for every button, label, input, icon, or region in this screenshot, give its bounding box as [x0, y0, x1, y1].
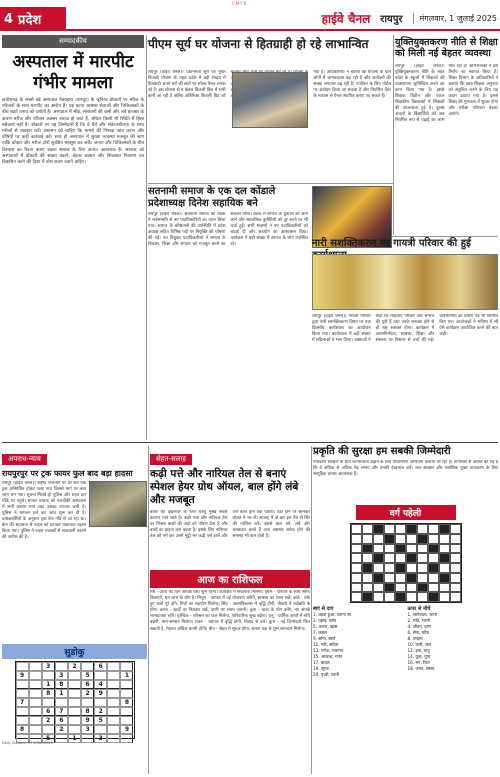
sudoku-cell[interactable]: 8	[120, 698, 133, 707]
column-divider	[311, 446, 312, 774]
crossword-cell[interactable]	[406, 583, 417, 593]
horoscope-body: मेष - आज का दिन आपके लिए शुभ रहेगा। कार्यक्षेत्र में सफलता मिलेगी। वृषभ - परिवार के साथ समय बिताएंगे, धन लाभ के योग हैं। मिथुन - व्यापार में नई योजनाएं बनेंगी, स्वास्थ्य का ध्यान रखें। कर्क - रुके हुए कार्य पूरे होंगे, मित्रों का सहयोग मिलेगा। सिंह - आत्मविश्वास में वृद्धि होगी, नौकरी में पदोन्नति के योग। कन्या - खर्चों पर नियंत्रण रखें, वाणी पर संयम जरूरी। तुला - यात्रा के योग बनेंगे, नए संपर्क लाभदायक रहेंगे। वृश्चिक - परिश्रम का फल मिलेगा, पारिवारिक सुख बढ़ेगा। धनु - धार्मिक कार्यों में रुचि बढ़ेगी, मान-सम्मान मिलेगा। मकर - व्यापार में वृद्धि होगी, विवाद से बचें। कुंभ - नई जिम्मेदारी मिल सकती है, मेहनत अधिक करनी होगी। मीन - सेहत में सुधार होगा, संतान पक्ष से शुभ समाचार मिलेगा।	[150, 590, 310, 632]
sudoku-cell[interactable]: 2	[42, 716, 55, 725]
sudoku-cell[interactable]	[107, 716, 120, 725]
crossword-cell[interactable]	[384, 563, 395, 573]
lead-body: रायपुर (हाईवे चैनल)। प्रधानमंत्री सूर्य घर मुफ्त बिजली योजना के तहत प्रदेश में बड़ी संख्या में हितग्राही अपने घरों की छतों पर सोलर पैनल लगवा रहे हैं। इस योजना से न केवल बिजली बिल में भारी कमी आ रही है बल्कि अतिरिक्त बिजली ग्रिड को गया है। अधिकारियों ने बताया कि योजना के प्रति लोगों में जागरूकता बढ़ रही है और आवेदनों की संख्या लगातार बढ़ रही है। पंजीयन के लिए पोर्टल पर आवेदन किया जा सकता है और निर्धारित वेंडर के माध्यम से पैनल स्थापित कराए जा सकते हैं।	[148, 70, 391, 99]
column-divider	[146, 35, 147, 440]
crossword-section	[313, 505, 498, 678]
crossword-clue: 7. कमल	[313, 630, 327, 635]
sudoku-cell[interactable]: 1	[68, 734, 81, 743]
crossword-cell[interactable]	[439, 524, 450, 534]
crossword-cell[interactable]	[428, 592, 439, 602]
crossword-cell[interactable]	[406, 592, 417, 602]
row-divider	[148, 183, 393, 184]
clues-down-heading: ऊपर से नीचे	[407, 606, 431, 612]
crossword-cell[interactable]	[439, 563, 450, 573]
crossword-cell[interactable]	[395, 553, 406, 563]
page-number: 4	[4, 11, 14, 27]
sudoku-cell[interactable]: 6	[94, 662, 107, 671]
crossword-clues	[313, 606, 498, 678]
crossword-clue: 16. मन, चित्त	[407, 660, 430, 665]
crossword-clue: 12. हवा, वायु	[407, 648, 430, 653]
sudoku-cell[interactable]	[29, 671, 42, 680]
sudoku-cell[interactable]: 2	[94, 707, 107, 716]
sudoku-cell[interactable]: 8	[42, 689, 55, 698]
crossword-cell[interactable]	[351, 534, 362, 544]
crossword-clue: 2. रात्रि, रजनी	[407, 618, 430, 623]
crossword-cell[interactable]	[384, 524, 395, 534]
crossword-cell[interactable]	[428, 534, 439, 544]
clues-across-heading: बाएं से दाएं	[313, 606, 334, 612]
crossword-cell[interactable]	[384, 583, 395, 593]
crossword-clue: 10. पानी, जल	[407, 642, 431, 647]
education-headline: युक्तियुक्तकरण नीति से शिक्षा को मिली नई बेहतर व्यवस्था	[395, 37, 498, 59]
sudoku-grid[interactable]	[15, 661, 135, 742]
sudoku-cell[interactable]	[107, 689, 120, 698]
crossword-cell[interactable]	[406, 563, 417, 573]
sudoku-cell[interactable]	[55, 662, 68, 671]
sudoku-cell[interactable]: 9	[16, 671, 29, 680]
sudoku-cell[interactable]: 5	[42, 734, 55, 743]
crossword-cell[interactable]	[395, 592, 406, 602]
nature-headline: प्रकृति की सुरक्षा हम सबकी जिम्मेदारी	[313, 446, 451, 457]
cmyk-marker: CMYK	[232, 1, 248, 6]
nature-section	[313, 446, 498, 504]
sudoku-cell[interactable]: 1	[120, 671, 133, 680]
sudoku-cell[interactable]	[120, 680, 133, 689]
crossword-cell[interactable]	[373, 553, 384, 563]
sudoku-cell[interactable]: 9	[120, 725, 133, 734]
crossword-cell[interactable]	[406, 534, 417, 544]
sudoku-cell[interactable]: 2	[55, 725, 68, 734]
sudoku-cell[interactable]: 3	[55, 671, 68, 680]
crossword-cell[interactable]	[406, 544, 417, 554]
sudoku-cell[interactable]	[29, 689, 42, 698]
sudoku-cell[interactable]	[107, 698, 120, 707]
sudoku-cell[interactable]: 5	[81, 671, 94, 680]
sudoku-cell[interactable]	[29, 680, 42, 689]
editorial-tag: सम्पादकीय	[2, 35, 144, 48]
crossword-cell[interactable]	[406, 573, 417, 583]
horoscope-title: आज का राशिफल	[150, 570, 310, 588]
crossword-cell[interactable]	[384, 553, 395, 563]
crossword-title: वर्ग पहेली	[356, 505, 456, 520]
sudoku-cell[interactable]: 6	[55, 716, 68, 725]
workshop-photo	[312, 254, 498, 310]
sudoku-cell[interactable]	[16, 716, 29, 725]
workshop-body: रायपुर (हाईवे चैनल)। गायत्री परिवार द्वारा नारी सशक्तिकरण विषय पर एक दिवसीय कार्यशाला का आयोजन किया गया। कार्यशाला में बड़ी संख्या में महिलाओं ने भाग लिया। वक्ताओं ने कहा कि महिलाएं परिवार और समाज की धुरी हैं तथा उनके सशक्त होने से ही राष्ट्र सशक्त होगा। कार्यक्रम में आत्मनिर्भरता, स्वास्थ्य, शिक्षा और संस्कार पर विस्तार से चर्चा की गई। प्रतिभागियों को प्रमाण पत्र भी वितरित किए गए। आयोजकों ने भविष्य में भी ऐसे कार्यक्रम आयोजित करने की बात कही।	[312, 314, 498, 343]
crossword-cell[interactable]	[373, 573, 384, 583]
sudoku-cell[interactable]	[107, 680, 120, 689]
sudoku-cell[interactable]	[94, 671, 107, 680]
sudoku-cell[interactable]: 2	[81, 689, 94, 698]
sudoku-cell[interactable]	[81, 698, 94, 707]
sudoku-cell[interactable]	[107, 671, 120, 680]
crossword-cell[interactable]	[439, 583, 450, 593]
samaj-headline: सतनामी समाज के एक दल कोंडाले प्रदेशाध्यक्ष दिनेश सहायिक बने	[148, 186, 276, 209]
crossword-cell[interactable]	[417, 583, 428, 593]
sudoku-cell[interactable]	[55, 698, 68, 707]
sudoku-cell[interactable]	[16, 680, 29, 689]
sudoku-cell[interactable]	[16, 662, 29, 671]
crossword-clue: 1. उड़ता हुआ, चलना सा	[313, 612, 351, 617]
crossword-cell[interactable]	[373, 544, 384, 554]
crossword-cell[interactable]	[428, 573, 439, 583]
nature-body: पर्यावरण संरक्षण के प्रति जागरूकता बढ़ाने के लिए पौधारोपण अभियान चलाया जा रहा है। नागरिकों से अपील की गई है कि वे अधिक से अधिक पेड़ लगाएं और उनकी देखभाल करें। जल संरक्षण और प्लास्टिक मुक्त वातावरण के लिए सामूहिक प्रयास आवश्यक हैं।	[313, 460, 498, 477]
sudoku-cell[interactable]: 9	[81, 716, 94, 725]
crossword-cell[interactable]	[417, 524, 428, 534]
crossword-cell[interactable]	[417, 573, 428, 583]
crossword-clue: 17. बादल	[313, 660, 330, 665]
crossword-cell[interactable]	[439, 544, 450, 554]
sudoku-cell[interactable]: 1	[42, 680, 55, 689]
issue-date: मंगलवार, 1 जुलाई 2025	[413, 13, 498, 24]
sudoku-cell[interactable]	[68, 671, 81, 680]
crossword-cell[interactable]	[428, 563, 439, 573]
samaj-body: रायपुर (हाईवे चैनल)। सतनामी समाज की बैठक में सर्वसम्मति से नए पदाधिकारियों का चयन किया गया। समाज के वरिष्ठजनों की उपस्थिति में प्रदेश अध्यक्ष सहित विभिन्न पदों पर नियुक्ति की घोषणा की गई। नव नियुक्त पदाधिकारियों ने समाज के विकास, शिक्षा और संगठन को मजबूत करने का संकल्प लिया। बैठक में समाज के युवाओं को आगे लाने और सामाजिक कुरीतियों को दूर करने पर भी चर्चा हुई। सभी सदस्यों ने नए पदाधिकारियों को बधाई दी और सहयोग का आश्वासन दिया। कार्यक्रम में बड़ी संख्या में समाज के लोग उपस्थित रहे।	[148, 212, 308, 247]
crossword-cell[interactable]	[351, 544, 362, 554]
sudoku-cell[interactable]	[120, 734, 133, 743]
crossword-cell[interactable]	[384, 534, 395, 544]
clues-down	[408, 606, 499, 678]
crossword-cell[interactable]	[351, 583, 362, 593]
sudoku-cell[interactable]	[81, 662, 94, 671]
sudoku-cell[interactable]: 9	[94, 689, 107, 698]
sudoku-cell[interactable]	[120, 662, 133, 671]
sudoku-cell[interactable]	[120, 689, 133, 698]
sudoku-cell[interactable]	[29, 698, 42, 707]
crossword-clue: 20. पृथ्वी, धरती	[313, 672, 339, 677]
crossword-cell[interactable]	[395, 544, 406, 554]
crossword-cell[interactable]	[384, 573, 395, 583]
crossword-cell[interactable]	[362, 563, 373, 573]
crossword-cell[interactable]	[362, 553, 373, 563]
horoscope-section	[150, 570, 310, 742]
crossword-clue: 6. सेना, फौज	[407, 630, 430, 635]
sudoku-cell[interactable]: 4	[94, 680, 107, 689]
crossword-cell[interactable]	[373, 583, 384, 593]
crossword-cell[interactable]	[450, 592, 461, 602]
crossword-cell[interactable]	[362, 592, 373, 602]
crossword-cell[interactable]	[351, 553, 362, 563]
city-name: रायपुर	[380, 14, 403, 25]
crossword-clue: 1. जानेवाला, जाना	[407, 612, 437, 617]
sudoku-cell[interactable]: 8	[55, 680, 68, 689]
sudoku-cell[interactable]	[55, 734, 68, 743]
sudoku-cell[interactable]: 8	[16, 725, 29, 734]
sudoku-cell[interactable]	[42, 698, 55, 707]
crossword-clue: 15. आकाश, गगन	[313, 654, 343, 659]
sudoku-cell[interactable]	[68, 707, 81, 716]
crossword-cell[interactable]	[439, 592, 450, 602]
crime-tag: अपराध-न्याय	[2, 454, 47, 465]
crossword-cell[interactable]	[450, 544, 461, 554]
health-tag: सेहत-सलाह	[150, 454, 192, 465]
crossword-cell[interactable]	[351, 573, 362, 583]
crossword-clue: 8. चन्द्रमा	[407, 636, 423, 641]
crossword-cell[interactable]	[428, 524, 439, 534]
crossword-cell[interactable]	[384, 592, 395, 602]
sudoku-cell[interactable]: 2	[68, 662, 81, 671]
crime-photo	[89, 481, 147, 527]
sudoku-cell[interactable]	[68, 698, 81, 707]
crossword-clue: 14. फूल, पुष्प	[407, 654, 431, 659]
header-rule	[66, 7, 500, 31]
editorial-column	[2, 35, 144, 442]
crossword-cell[interactable]	[395, 534, 406, 544]
sudoku-cell[interactable]	[16, 707, 29, 716]
sudoku-cell[interactable]	[107, 707, 120, 716]
sudoku-title: सुडोकु	[2, 644, 147, 659]
row-divider	[2, 442, 498, 443]
crossword-cell[interactable]	[362, 544, 373, 554]
sudoku-cell[interactable]	[29, 725, 42, 734]
sudoku-cell[interactable]	[29, 707, 42, 716]
crime-section	[2, 446, 147, 629]
crossword-cell[interactable]	[351, 563, 362, 573]
sudoku-cell[interactable]	[29, 662, 42, 671]
crossword-cell[interactable]	[373, 592, 384, 602]
education-body: रायपुर (हाईवे चैनल)। युक्तियुक्तकरण नीति के तहत प्रदेश के स्कूलों में शिक्षकों की पदस्थापना सुनिश्चित करने का काम किया गया है। इससे शिक्षक विहीन और एकल शिक्षकीय विद्यालयों में शिक्षकों की उपलब्धता हुई है। दूरस्थ अंचलों के विद्यार्थियों को अब नियमित रूप से पढ़ाई का लाभ मिल रहा है। अभिभावकों ने इस निर्णय का स्वागत किया है। शिक्षा विभाग के अधिकारियों ने बताया कि छात्र-शिक्षक अनुपात को संतुलित करने के लिए यह कदम उठाया गया है। इससे शिक्षा की गुणवत्ता में सुधार होगा और परीक्षा परिणाम बेहतर आएंगे।	[395, 64, 498, 123]
crossword-clue: 18. जगत, संसार	[407, 666, 435, 671]
crossword-cell[interactable]	[362, 534, 373, 544]
crossword-cell[interactable]	[351, 524, 362, 534]
sudoku-cell[interactable]: 3	[81, 725, 94, 734]
sudoku-cell[interactable]	[42, 671, 55, 680]
sudoku-cell[interactable]	[29, 716, 42, 725]
column-divider	[393, 35, 394, 235]
sudoku-credit: Daily SuDoku: Fri 1-Mar-2019	[2, 741, 53, 745]
crossword-cell[interactable]	[439, 573, 450, 583]
crossword-clue: 4. जीवन, प्राण	[407, 624, 431, 629]
sudoku-cell[interactable]: 3	[42, 662, 55, 671]
crossword-cell[interactable]	[351, 592, 362, 602]
sudoku-cell[interactable]	[94, 698, 107, 707]
crossword-cell[interactable]	[373, 524, 384, 534]
crossword-cell[interactable]	[417, 592, 428, 602]
sudoku-section	[2, 644, 147, 745]
masthead: हाईवे चैनल	[321, 11, 371, 26]
crossword-cell[interactable]	[417, 544, 428, 554]
crossword-cell[interactable]	[417, 534, 428, 544]
crossword-cell[interactable]	[450, 534, 461, 544]
health-headline: कढ़ी पत्ते और नारियल तेल से बनाएं स्पेशल हेयर ग्रोथ ऑयल, बाल होंगे लंबे और मजबूत	[150, 468, 299, 506]
crossword-cell[interactable]	[450, 583, 461, 593]
sudoku-cell[interactable]	[42, 725, 55, 734]
crossword-clue: 9. सोना, स्वर्ण	[313, 636, 336, 641]
editorial-title: अस्पताल में मारपीट गंभीर मामला	[12, 52, 134, 93]
sudoku-cell[interactable]	[81, 734, 94, 743]
crossword-cell[interactable]	[362, 573, 373, 583]
lead-photo	[232, 72, 308, 128]
sudoku-cell[interactable]	[16, 689, 29, 698]
sudoku-cell[interactable]	[68, 725, 81, 734]
sudoku-cell[interactable]	[107, 734, 120, 743]
crossword-cell[interactable]	[395, 583, 406, 593]
clues-across	[313, 606, 404, 678]
crossword-cell[interactable]	[373, 563, 384, 573]
crossword-cell[interactable]	[428, 553, 439, 563]
section-tab	[0, 7, 66, 31]
crossword-cell[interactable]	[450, 524, 461, 534]
sudoku-cell[interactable]	[68, 680, 81, 689]
editorial-body: छत्तीसगढ़ के सबसे बड़े अस्पताल मेकाहारा (रायपुर) के जूनियर डॉक्टरों पर मरीज के परिजनों के साथ मारपीट का आरोप है। यह घटना स्वास्थ्य सेवाओं और चिकित्सकों के बीच बढ़ते तनाव को दर्शाती है। अस्पताल में भीड़, संसाधनों की कमी और लंबे इंतजार के कारण मरीज और परिजन अक्सर नाराज हो जाते हैं, लेकिन किसी भी स्थिति में हिंसा स्वीकार्य नहीं है। डॉक्टरों पर यह जिम्मेदारी है कि वे धैर्य और संवेदनशीलता के साथ मरीजों से व्यवहार करें। प्रशासन को चाहिए कि मामले की निष्पक्ष जांच कराए और दोषियों पर कड़ी कार्रवाई करे। साथ ही अस्पताल में सुरक्षा व्यवस्था मजबूत की जाए ताकि डॉक्टर और मरीज दोनों सुरक्षित महसूस कर सकें। जनता और चिकित्सकों के बीच विश्वास का रिश्ता बनाए रखना समाज के लिए अत्यंत आवश्यक है। सरकार को अस्पतालों में डॉक्टरों की संख्या बढ़ाने, बेहतर प्रबंधन और शिकायत निवारण तंत्र विकसित करने की दिशा में ठोस कदम उठाने चाहिए।	[2, 98, 144, 166]
crossword-cell[interactable]	[450, 563, 461, 573]
sudoku-cell[interactable]	[68, 689, 81, 698]
crossword-cell[interactable]	[417, 563, 428, 573]
crossword-clue: 19. सूरज	[313, 666, 329, 671]
crossword-cell[interactable]	[439, 553, 450, 563]
section-name: प्रदेश	[18, 13, 42, 28]
crossword-cell[interactable]	[406, 553, 417, 563]
column-divider	[148, 446, 149, 774]
crossword-clue: 11. नदी, सरिता	[313, 642, 339, 647]
crossword-cell[interactable]	[373, 534, 384, 544]
page-header	[0, 7, 500, 31]
crossword-cell[interactable]	[450, 573, 461, 583]
crossword-cell[interactable]	[439, 534, 450, 544]
sudoku-cell[interactable]: 6	[42, 707, 55, 716]
crossword-cell[interactable]	[362, 524, 373, 534]
crime-headline: रायपुरपुर पर ट्रक फायर फुल बाद बड़ा हादसा	[2, 468, 133, 478]
crossword-cell[interactable]	[450, 553, 461, 563]
sudoku-cell[interactable]: 5	[94, 716, 107, 725]
crossword-clue: 3. पहाड़, पर्वत	[313, 618, 337, 623]
workshop-headline: नारी सशक्तिकरण पर गायत्री परिवार की हुई	[312, 238, 471, 249]
crossword-clue: 13. गणेश, गजानन	[313, 648, 344, 653]
crossword-cell[interactable]	[428, 583, 439, 593]
sudoku-cell[interactable]	[107, 725, 120, 734]
sudoku-cell[interactable]: 6	[81, 680, 94, 689]
sudoku-cell[interactable]	[94, 725, 107, 734]
crossword-cell[interactable]	[417, 553, 428, 563]
crossword-grid[interactable]	[350, 523, 462, 603]
sudoku-cell[interactable]: 7	[55, 707, 68, 716]
crossword-cell[interactable]	[428, 544, 439, 554]
sudoku-cell[interactable]	[120, 707, 133, 716]
crossword-cell[interactable]	[395, 563, 406, 573]
sudoku-cell[interactable]	[120, 716, 133, 725]
sudoku-cell[interactable]: 8	[81, 707, 94, 716]
sudoku-cell[interactable]	[107, 662, 120, 671]
sudoku-cell[interactable]	[68, 716, 81, 725]
sudoku-cell[interactable]: 7	[16, 698, 29, 707]
crime-body: रायपुर (हाईवे चैनल)। राष्ट्रीय राजमार्ग पर देर रात एक ट्रक अनियंत्रित होकर पलट गया जिससे मार्ग पर लंबा जाम लग गया। सूचना मिलते ही पुलिस और राहत दल मौके पर पहुंचे। घायल चालक को नजदीकी अस्पताल में भर्ती कराया गया जहां उसका उपचार जारी है। पुलिस ने मामला दर्ज कर जांच शुरू कर दी है। प्रत्यक्षदर्शियों के अनुसार ट्रक तेज गति से आ रहा था। क्रेन की सहायता से वाहन को हटाकर यातायात बहाल किया गया। पुलिस ने वाहन चालकों से सावधानी बरतने की अपील की है।	[2, 481, 86, 540]
crossword-cell[interactable]	[362, 583, 373, 593]
crossword-cell[interactable]	[395, 524, 406, 534]
sudoku-cell[interactable]: 1	[55, 689, 68, 698]
crossword-cell[interactable]	[395, 573, 406, 583]
crossword-clue: 5. अपना, खास	[313, 624, 338, 629]
health-body: बालों की देखभाल के लिए घरेलू नुस्खे सबसे कारगर माने जाते हैं। कढ़ी पत्ता और नारियल तेल का मिश्रण बालों की जड़ों को पोषण देता है और बालों का झड़ना कम करता है। इसके लिए नारियल तेल को गर्म कर उसमें मुट्ठी भर कढ़ी पत्ते डालें और पत्ते काले होने तक पकाएं। ठंडा होने पर छानकर बोतल में भर लें। सप्ताह में दो बार इस तेल से सिर की मालिश करें। इससे बाल घने, लंबे और चमकदार बनते हैं तथा असमय सफेद होने की समस्या भी कम होती है।	[150, 510, 310, 539]
crossword-cell[interactable]	[384, 544, 395, 554]
lead-headline: पीएम सूर्य घर योजना से हितग्राही हो रहे लाभान्वित	[148, 37, 369, 51]
crossword-cell[interactable]	[406, 524, 417, 534]
sudoku-cell[interactable]: 3	[94, 734, 107, 743]
